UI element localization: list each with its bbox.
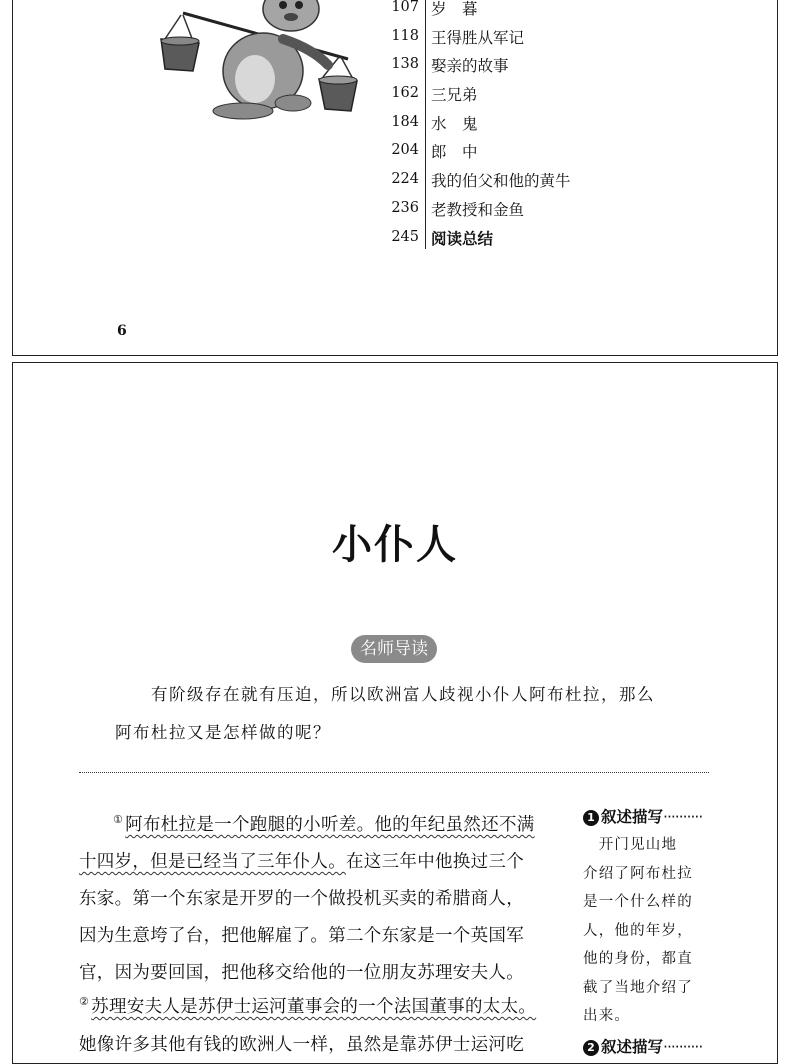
toc-title: 阅读总结 bbox=[431, 229, 494, 248]
note-number-1: 1 bbox=[583, 810, 599, 826]
intro-line-1: 有阶级存在就有压迫，所以欧洲富人歧视小仆人阿布杜拉，那么 bbox=[151, 685, 655, 704]
underlined-text: 十四岁，但是已经当了三年仆人。 bbox=[79, 852, 346, 872]
toc-page-number: 118 bbox=[391, 27, 419, 44]
chapter-title: 小仆人 bbox=[332, 522, 458, 568]
annotation-marker-1: ① bbox=[113, 813, 124, 827]
underlined-text: 苏理安夫人是苏伊士运河董事会的一个法国董事的太太。 bbox=[91, 997, 537, 1017]
book-page-bottom bbox=[12, 362, 778, 1064]
body-line-5: 官，因为要回国，把他移交给他的一位朋友苏理安夫人。 bbox=[79, 963, 524, 983]
toc-title: 郎 中 bbox=[431, 143, 478, 162]
toc-page-number: 184 bbox=[391, 113, 419, 130]
underlined-text: 阿布杜拉是一个跑腿的小听差。他的年纪虽然还不满 bbox=[125, 815, 535, 835]
side-note-1-line: 人，他的年岁， bbox=[583, 922, 693, 939]
side-note-1-line: 截了当地介绍了 bbox=[583, 979, 693, 996]
toc-title: 三兄弟 bbox=[431, 86, 478, 105]
body-line-6 bbox=[79, 993, 536, 1018]
teacher-guide-badge: 名师导读 bbox=[351, 635, 437, 663]
intro-line-2: 阿布杜拉又是怎样做的呢？ bbox=[115, 723, 331, 742]
toc-page-number: 236 bbox=[391, 199, 419, 216]
toc-title: 娶亲的故事 bbox=[431, 57, 509, 76]
side-note-1-line: 介绍了阿布杜拉 bbox=[583, 865, 693, 882]
toc-page-number: 162 bbox=[391, 85, 419, 102]
toc-page-number: 107 bbox=[391, 0, 419, 15]
toc-title: 老教授和金鱼 bbox=[431, 200, 525, 219]
toc-title: 水 鬼 bbox=[431, 114, 478, 133]
book-page-top bbox=[12, 0, 778, 356]
page-number: 6 bbox=[117, 323, 127, 339]
dotted-divider bbox=[79, 772, 709, 773]
side-note-1-line: 是一个什么样的 bbox=[583, 894, 693, 910]
side-note-1-heading: 1 叙述描写·········· bbox=[583, 805, 702, 827]
toc-title: 岁 暮 bbox=[431, 0, 478, 18]
toc-page-number: 224 bbox=[391, 171, 419, 188]
rabbit-carrying-buckets-illustration bbox=[143, 0, 373, 129]
body-line-4: 因为生意垮了台，把他解雇了。第二个东家是一个英国军 bbox=[79, 926, 524, 946]
side-note-1-line: 出来。 bbox=[583, 1008, 631, 1024]
body-line-3: 东家。第一个东家是开罗的一个做投机买卖的希腊商人， bbox=[79, 889, 524, 909]
body-text: 在这三年中他换过三个 bbox=[346, 852, 524, 872]
toc-page-number: 138 bbox=[391, 56, 419, 73]
side-note-1-line: 开门见山地 bbox=[583, 837, 678, 853]
annotation-marker-2: ② bbox=[79, 995, 90, 1009]
body-line-2 bbox=[79, 848, 524, 873]
body-line-1 bbox=[113, 811, 535, 836]
toc-page-number: 204 bbox=[391, 142, 419, 159]
side-note-2-heading: 2 叙述描写·········· bbox=[583, 1035, 702, 1057]
body-line-7: 她像许多其他有钱的欧洲人一样，虽然是靠苏伊士运河吃 bbox=[79, 1035, 524, 1055]
toc-title: 我的伯父和他的黄牛 bbox=[431, 172, 571, 191]
note-number-2: 2 bbox=[583, 1040, 599, 1056]
side-note-1-line: 他的身份，都直 bbox=[583, 951, 693, 967]
toc-divider-line bbox=[425, 0, 426, 249]
toc-title: 王得胜从军记 bbox=[431, 28, 525, 47]
toc-page-number: 245 bbox=[391, 228, 419, 245]
